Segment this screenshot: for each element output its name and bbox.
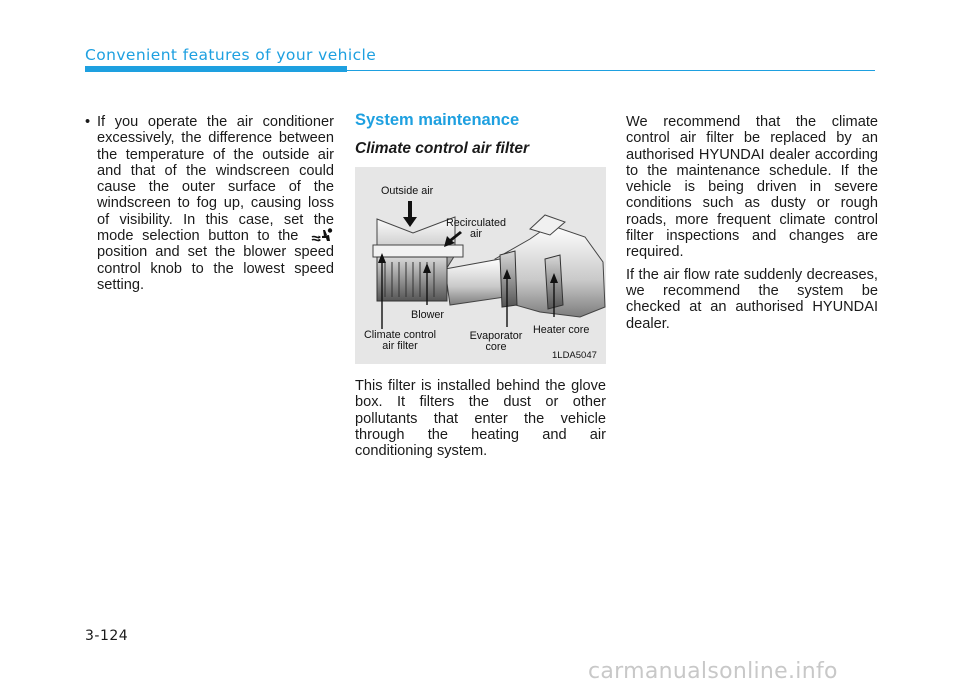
subsection-title: Climate control air filter bbox=[355, 140, 529, 157]
airflow-paragraph: If the air flow rate suddenly decreases, we recommend the system be checked at an authorised HYUNDAI dealer. bbox=[626, 266, 878, 332]
bullet-item bbox=[85, 114, 334, 293]
label-heater-core: Heater core bbox=[533, 324, 590, 336]
left-column bbox=[85, 114, 334, 293]
label-evaporator-core: Evaporator core bbox=[469, 330, 523, 353]
section-header-title: Convenient features of your vehicle bbox=[85, 46, 377, 64]
label-blower: Blower bbox=[411, 309, 445, 321]
bullet-text-after-icon: position and set the blower speed control knob to the lowest speed setting. bbox=[97, 244, 334, 293]
bullet-text-before-icon: If you operate the air conditioner excessively, the difference between the temperature of the outside air and that of the windscreen could cause the outer surface of the windscreen to fog up, causing loss of visibility. In this case, set the mode selection button to the bbox=[97, 114, 334, 245]
label-outside-air: Outside air bbox=[381, 185, 434, 197]
header-accent-tab bbox=[85, 66, 347, 72]
label-recirculated-air: Recirculated air bbox=[445, 217, 506, 240]
filter-paragraph: This filter is installed behind the glove box. It filters the dust or other pollutants that enter the vehicle through the heating and air conditioning system. bbox=[355, 378, 606, 460]
bullet-symbol: • bbox=[85, 114, 91, 130]
watermark: carmanualsonline.info bbox=[588, 659, 838, 684]
floor-vent-mode-icon bbox=[310, 228, 334, 242]
recommendation-paragraph: We recommend that the climate control air filter be replaced by an authorised HYUNDAI dealer according to the maintenance schedule. If the vehicle is being driven in severe conditions such as dusty or rough roads, more frequent climate control filter inspections and changes are required. bbox=[626, 114, 878, 261]
section-title: System maintenance bbox=[355, 111, 520, 129]
middle-column bbox=[355, 110, 606, 465]
figure-code: 1LDA5047 bbox=[552, 350, 597, 361]
right-column bbox=[626, 114, 878, 338]
page-number: 3-124 bbox=[85, 628, 129, 644]
climate-system-figure bbox=[355, 167, 606, 364]
label-climate-control-air-filter: Climate control air filter bbox=[363, 329, 436, 352]
header-rule bbox=[85, 70, 875, 71]
